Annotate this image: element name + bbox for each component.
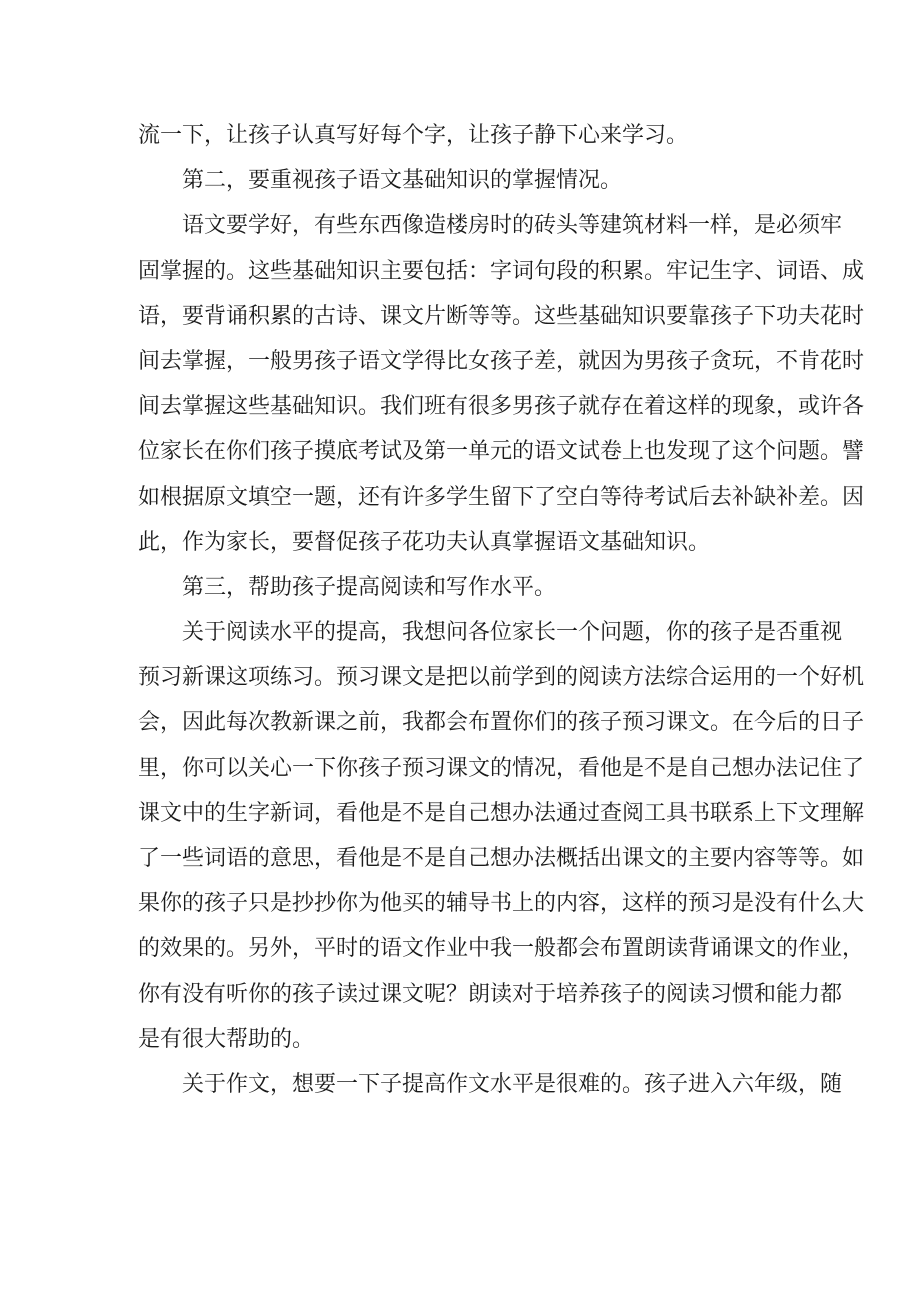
text-line: 位家长在你们孩子摸底考试及第一单元的语文试卷上也发现了这个问题。譬 <box>138 439 865 465</box>
text-line: 流一下，让孩子认真写好每个字，让孩子静下心来学习。 <box>138 123 689 148</box>
text-line: 间去掌握，一般男孩子语文学得比女孩子差，就因为男孩子贪玩，不肯花时 <box>138 348 865 374</box>
text-line: 关于阅读水平的提高，我想问各位家长一个问题，你的孩子是否重视 <box>182 620 843 646</box>
text-line: 如根据原文填空一题，还有许多学生留下了空白等待考试后去补缺补差。因 <box>138 484 865 510</box>
text-line: 此，作为家长，要督促孩子花功夫认真掌握语文基础知识。 <box>138 529 711 555</box>
text-line: 了一些词语的意思，看他是不是自己想办法概括出课文的主要内容等等。如 <box>138 846 865 871</box>
paragraph-5 <box>138 610 865 1062</box>
paragraph-4-heading <box>138 565 798 610</box>
text-line: 语，要背诵积累的古诗、课文片断等等。这些基础知识要靠孩子下功夫花时 <box>138 303 865 329</box>
text-line: 果你的孩子只是抄抄你为他买的辅导书上的内容，这样的预习是没有什么大 <box>138 891 865 917</box>
text-line: 语文要学好，有些东西像造楼房时的砖头等建筑材料一样，是必须牢 <box>182 213 843 239</box>
text-line: 预习新课这项练习。预习课文是把以前学到的阅读方法综合运用的一个好机 <box>138 665 865 691</box>
text-line: 课文中的生字新词，看他是不是自己想办法通过查阅工具书联系上下文理解 <box>138 800 865 826</box>
paragraph-6 <box>138 1062 843 1107</box>
text-line: 第三，帮助孩子提高阅读和写作水平。 <box>182 574 557 600</box>
text-line: 关于作文，想要一下子提高作文水平是很难的。孩子进入六年级，随 <box>182 1071 843 1097</box>
paragraph-1 <box>138 113 798 158</box>
text-line: 是有很大帮助的。 <box>138 1026 315 1052</box>
text-line: 会，因此每次教新课之前，我都会布置你们的孩子预习课文。在今后的日子 <box>138 710 865 736</box>
text-line: 里，你可以关心一下你孩子预习课文的情况，看他是不是自己想办法记住了 <box>138 755 865 781</box>
paragraph-3 <box>138 203 865 565</box>
text-line: 第二，要重视孩子语文基础知识的掌握情况。 <box>182 168 623 194</box>
text-line: 的效果的。另外，平时的语文作业中我一般都会布置朗读背诵课文的作业， <box>138 936 865 962</box>
text-line: 间去掌握这些基础知识。我们班有很多男孩子就存在着这样的现象，或许各 <box>138 394 865 420</box>
text-line: 你有没有听你的孩子读过课文呢？朗读对于培养孩子的阅读习惯和能力都 <box>138 981 843 1007</box>
paragraph-2-heading <box>138 158 798 203</box>
document-body <box>138 113 865 1107</box>
text-line: 固掌握的。这些基础知识主要包括：字词句段的积累。牢记生字、词语、成 <box>138 258 865 284</box>
